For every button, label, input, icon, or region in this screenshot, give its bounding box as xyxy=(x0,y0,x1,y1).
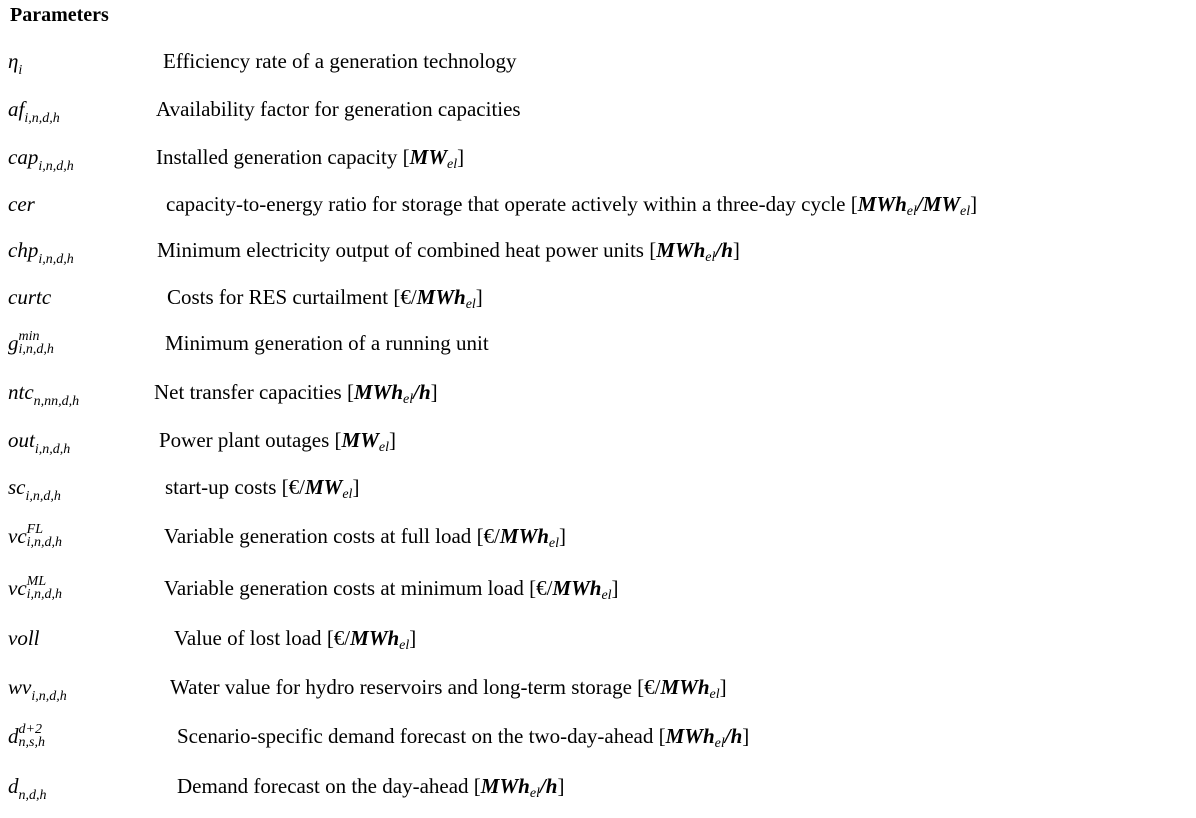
unit-label: [€/MWhel] xyxy=(476,524,567,551)
description-text: Power plant outages xyxy=(159,428,330,452)
parameter-row xyxy=(0,475,1196,515)
parameter-description xyxy=(177,724,749,752)
parameter-row xyxy=(0,238,1196,278)
symbol-base: vc xyxy=(8,524,27,548)
parameter-description: Efficiency rate of a generation technology xyxy=(163,49,517,73)
symbol-subscript: i,n,d,h xyxy=(26,535,63,551)
parameter-description xyxy=(170,675,727,703)
parameter-description xyxy=(177,774,564,802)
description-text: Demand forecast on the day-ahead xyxy=(177,774,469,798)
parameter-symbol xyxy=(8,192,35,217)
symbol-subscript: n,s,h xyxy=(18,735,45,751)
unit-label: [€/MWhel] xyxy=(393,285,483,312)
parameter-row xyxy=(0,774,1196,814)
description-text: Value of lost load xyxy=(174,626,322,650)
symbol-base: af xyxy=(8,97,25,121)
symbol-base: g xyxy=(8,331,19,355)
symbol-base: out xyxy=(8,428,35,452)
symbol-base: cap xyxy=(8,145,39,169)
symbol-superscript: d+2 xyxy=(18,722,42,738)
unit-label: [MWhel/MWel] xyxy=(850,192,978,219)
unit-label: [€/MWel] xyxy=(281,475,360,502)
unit-label: [MWhel/h] xyxy=(473,774,565,801)
parameter-symbol xyxy=(8,475,61,505)
parameter-row xyxy=(0,675,1196,715)
parameter-row xyxy=(0,428,1196,468)
parameter-symbol xyxy=(8,626,40,651)
parameter-row xyxy=(0,524,1196,564)
unit-label: [MWel] xyxy=(334,428,397,455)
symbol-subscript: i,n,d,h xyxy=(38,252,74,267)
symbol-superscript: ML xyxy=(26,574,47,590)
parameter-symbol xyxy=(8,724,45,751)
unit-label: [MWhel/h] xyxy=(346,380,438,407)
parameter-description xyxy=(165,475,359,503)
parameter-description xyxy=(159,428,396,456)
parameter-row xyxy=(0,145,1196,185)
symbol-base: voll xyxy=(8,626,40,650)
parameter-symbol xyxy=(8,774,47,804)
symbol-scripts xyxy=(27,575,62,601)
symbol-subscript: i xyxy=(18,63,23,78)
section-heading: Parameters xyxy=(10,4,109,26)
parameter-symbol xyxy=(8,97,60,127)
parameter-description xyxy=(154,380,438,408)
unit-label: [MWhel/h] xyxy=(649,238,740,265)
symbol-subscript: i,n,d,h xyxy=(31,689,67,704)
unit-label: [€/MWhel] xyxy=(529,576,619,603)
parameter-row xyxy=(0,331,1196,371)
symbol-subscript: i,n,d,h xyxy=(25,489,61,504)
unit-label: [€/MWhel] xyxy=(326,626,417,653)
parameter-row xyxy=(0,97,1196,137)
symbol-subscript: i,n,d,h xyxy=(26,587,63,603)
parameter-row xyxy=(0,49,1196,89)
parameter-symbol xyxy=(8,145,74,175)
parameter-row xyxy=(0,626,1196,666)
parameter-description xyxy=(164,524,566,552)
description-text: Scenario-specific demand forecast on the two-day-ahead xyxy=(177,724,654,748)
symbol-base: sc xyxy=(8,475,26,499)
description-text: Net transfer capacities xyxy=(154,380,342,404)
symbol-subscript: i,n,d,h xyxy=(34,442,71,457)
parameter-description: Minimum generation of a running unit xyxy=(165,331,489,355)
parameter-symbol xyxy=(8,331,54,358)
symbol-scripts xyxy=(19,723,45,749)
symbol-base: wv xyxy=(8,675,32,699)
symbol-subscript: n,d,h xyxy=(18,788,47,803)
symbol-base: chp xyxy=(8,238,39,262)
symbol-scripts xyxy=(19,330,54,356)
parameter-row xyxy=(0,724,1196,764)
symbol-base: cer xyxy=(8,192,35,216)
symbol-subscript: i,n,d,h xyxy=(38,159,74,174)
description-text: Minimum electricity output of combined heat power units xyxy=(157,238,644,262)
symbol-base: vc xyxy=(8,576,27,600)
parameter-symbol xyxy=(8,380,79,410)
parameter-description xyxy=(167,285,483,313)
description-text: start-up costs xyxy=(165,475,277,499)
description-text: capacity-to-energy ratio for storage that operate actively within a three-day cycle xyxy=(166,192,846,216)
parameter-description xyxy=(157,238,740,266)
parameter-symbol xyxy=(8,576,62,603)
symbol-superscript: FL xyxy=(26,522,43,538)
unit-label: [€/MWhel] xyxy=(637,675,727,702)
symbol-base: ntc xyxy=(8,380,34,404)
description-text: Installed generation capacity xyxy=(156,145,398,169)
symbol-base: d xyxy=(8,724,19,748)
parameter-symbol xyxy=(8,285,51,310)
description-text: Variable generation costs at minimum load xyxy=(164,576,524,600)
parameter-symbol xyxy=(8,428,70,458)
symbol-base: d xyxy=(8,774,19,798)
parameter-description xyxy=(156,145,464,173)
symbol-superscript: min xyxy=(18,329,40,345)
parameter-description xyxy=(166,192,977,220)
symbol-subscript: i,n,d,h xyxy=(18,342,54,358)
unit-label: [MWhel/h] xyxy=(658,724,750,751)
parameter-row xyxy=(0,380,1196,420)
parameter-symbol xyxy=(8,49,22,79)
parameter-row xyxy=(0,285,1196,325)
parameter-row xyxy=(0,192,1196,232)
symbol-base: curtc xyxy=(8,285,52,309)
parameter-symbol xyxy=(8,524,62,551)
parameter-description xyxy=(164,576,619,604)
parameter-symbol xyxy=(8,238,74,268)
description-text: Water value for hydro reservoirs and long-term storage xyxy=(170,675,632,699)
description-text: Variable generation costs at full load xyxy=(164,524,472,548)
parameter-row xyxy=(0,576,1196,616)
symbol-subscript: n,nn,d,h xyxy=(33,394,80,409)
parameter-description xyxy=(174,626,416,654)
description-text: Costs for RES curtailment xyxy=(167,285,389,309)
unit-label: [MWel] xyxy=(402,145,465,172)
symbol-subscript: i,n,d,h xyxy=(24,111,60,126)
symbol-scripts xyxy=(27,523,62,549)
parameter-symbol xyxy=(8,675,67,705)
parameter-description: Availability factor for generation capacities xyxy=(156,97,521,121)
symbol-base: η xyxy=(8,49,19,73)
